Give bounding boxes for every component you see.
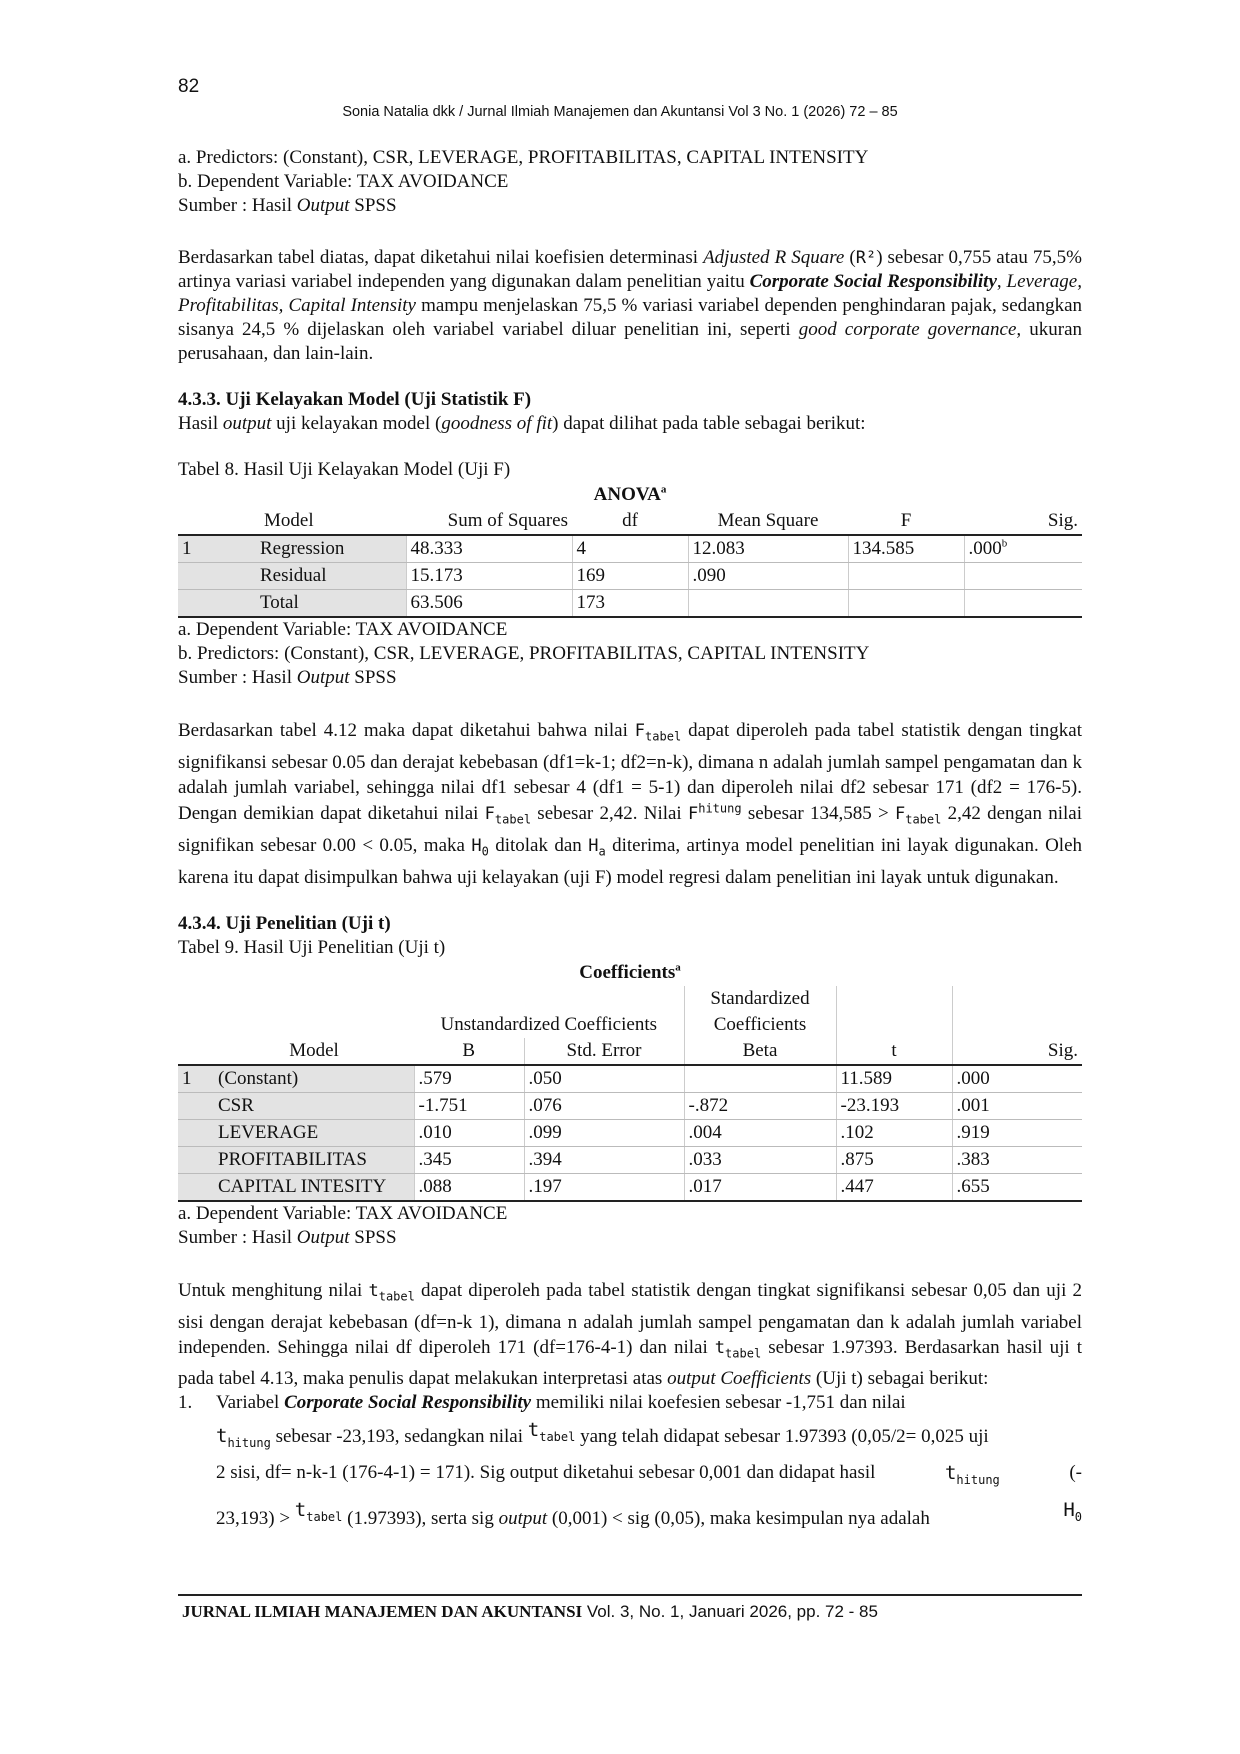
- cell-ss: 15.173: [406, 563, 572, 590]
- list-item-line-3: 2 sisi, df= n-k-1 (176-4-1) = 171). Sig output diketahui sebesar 0,001 dan didapat hasil $t_{hitung}$ (-: [216, 1461, 1082, 1487]
- cell-df: 4: [572, 535, 688, 563]
- anova-source: Sumber : Hasil Output SPSS: [178, 667, 397, 688]
- t-tabel-symbol: $t_{tabel}$: [368, 1281, 415, 1304]
- table-row: [178, 563, 1082, 590]
- list-item-line-2: $t_{hitung}$ sebesar -23,193, sedangkan nilai $t_{tabel}$ yang telah didapat sebesar 1.97393 (0,05/2= 0,025 uji: [216, 1418, 989, 1450]
- row-label: CAPITAL INTESITY: [214, 1174, 414, 1202]
- col-coefficients: Coefficients: [684, 1012, 836, 1038]
- cell-se: .099: [524, 1120, 684, 1147]
- cell-f: 134.585: [848, 535, 964, 563]
- cell-t: 11.589: [836, 1065, 952, 1093]
- anova-note-b: b. Predictors: (Constant), CSR, LEVERAGE, PROFITABILITAS, CAPITAL INTENSITY: [178, 643, 870, 664]
- col-model: Model: [214, 1038, 414, 1065]
- dependent-note: b. Dependent Variable: TAX AVOIDANCE: [178, 171, 509, 192]
- row-label: Regression: [256, 535, 406, 563]
- col-b: B: [414, 1038, 524, 1065]
- cell-t: .102: [836, 1120, 952, 1147]
- table-row: [178, 535, 1082, 563]
- table-9-caption: Tabel 9. Hasil Uji Penelitian (Uji t): [178, 937, 446, 959]
- cell-sig: .655: [952, 1174, 1082, 1202]
- cell-ms: [688, 590, 848, 618]
- coefficients-note-a: a. Dependent Variable: TAX AVOIDANCE: [178, 1203, 508, 1225]
- cell-t: -23.193: [836, 1093, 952, 1120]
- cell-b: .345: [414, 1147, 524, 1174]
- row-label: Residual: [256, 563, 406, 590]
- list-item-line-4: $23,193) > t_{tabel}$ (1.97393), serta sig output (0,001) < sig (0,05), maka kesimpulan nya adalah $H_0$: [216, 1498, 1082, 1529]
- cell-t: .875: [836, 1147, 952, 1174]
- list-item: [178, 1391, 1082, 1534]
- row-label: (Constant): [214, 1065, 414, 1093]
- cell-se: .394: [524, 1147, 684, 1174]
- table-row: [178, 1093, 1082, 1120]
- ha-symbol: $H_a$: [588, 835, 606, 859]
- col-std-error: Std. Error: [524, 1038, 684, 1065]
- model-number: 1: [178, 1065, 214, 1093]
- cell-sig: .001: [952, 1093, 1082, 1120]
- list-number: 1.: [178, 1391, 193, 1413]
- f-tabel-symbol: $F_{tabel}$: [634, 721, 682, 744]
- journal-footer: JURNAL ILMIAH MANAJEMEN DAN AKUNTANSI Vol. 3, No. 1, Januari 2026, pp. 72 - 85: [182, 1602, 878, 1621]
- h0-symbol: $H_0$: [471, 835, 489, 859]
- cell-t: .447: [836, 1174, 952, 1202]
- t-test-paragraph: Untuk menghitung nilai $t_{tabel}$ dapat diperoleh pada tabel statistik dengan tingkat signifikansi sebesar 0,05 dan uji 2 sisi dengan derajat kebebasan (df=n-k 1), dimana n adalah jumlah sampel pengamatan dan k adalah jumlah variabel independen. Sehingga nilai df diperoleh 171 (df=176-4-1) dan nilai $t_{tabel}$ sebesar 1.97393. Berdasarkan hasil uji t pada tabel 4.13, maka penulis dapat melakukan interpretasi atas output Coefficients (Uji t) sebagai berikut:: [178, 1280, 1082, 1389]
- running-header: Sonia Natalia dkk / Jurnal Ilmiah Manajemen dan Akuntansi Vol 3 No. 1 (2026) 72 – 85: [342, 104, 898, 120]
- cell-se: .076: [524, 1093, 684, 1120]
- row-label: PROFITABILITAS: [214, 1147, 414, 1174]
- cell-b: .579: [414, 1065, 524, 1093]
- col-df: df: [572, 508, 688, 535]
- col-standardized: Standardized: [684, 986, 836, 1012]
- cell-f: [848, 563, 964, 590]
- table-row: [178, 1065, 1082, 1093]
- cell-sig: [964, 563, 1082, 590]
- anova-title: ANOVA$^a$: [593, 483, 667, 505]
- section-heading-433: 4.3.3. Uji Kelayakan Model (Uji Statistik F): [178, 389, 532, 410]
- row-label: CSR: [214, 1093, 414, 1120]
- cell-sig: .919: [952, 1120, 1082, 1147]
- list-item-line-1: Variabel Corporate Social Responsibility memiliki nilai koefesien sebesar -1,751 dan nilai: [216, 1391, 906, 1413]
- cell-b: .010: [414, 1120, 524, 1147]
- cell-beta: .017: [684, 1174, 836, 1202]
- footer-divider: [178, 1594, 1082, 1596]
- cell-b: .088: [414, 1174, 524, 1202]
- cell-se: .050: [524, 1065, 684, 1093]
- cell-ss: 48.333: [406, 535, 572, 563]
- page-content: [178, 146, 1082, 1534]
- table-row: [178, 590, 1082, 618]
- col-unstandardized: Unstandardized Coefficients: [440, 1014, 657, 1036]
- row-label: LEVERAGE: [214, 1120, 414, 1147]
- coefficients-source: Sumber : Hasil Output SPSS: [178, 1227, 397, 1249]
- cell-beta: [684, 1065, 836, 1093]
- col-sig: Sig.: [952, 1038, 1082, 1065]
- cell-f: [848, 590, 964, 618]
- cell-ss: 63.506: [406, 590, 572, 618]
- col-sig: Sig.: [964, 508, 1082, 535]
- anova-table: [178, 482, 1082, 618]
- cell-sig: [964, 590, 1082, 618]
- table-row: [178, 1120, 1082, 1147]
- adjusted-r-square-paragraph: Berdasarkan tabel diatas, dapat diketahui nilai koefisien determinasi Adjusted R Square (R²) sebesar 0,755 atau 75,5% artinya variasi variabel independen yang digunakan dalam penelitian yaitu Corporate Social Responsibility, Leverage, Profitabilitas, Capital Intensity mampu menjelaskan 75,5 % variasi variabel dependen penghindaran pajak, sedangkan sisanya 24,5 % dijelaskan oleh variabel variabel diluar penelitian ini, seperti good corporate governance, ukuran perusahaan, dan lain-lain.: [178, 247, 1083, 364]
- section-433-intro: Hasil output uji kelayakan model (goodness of fit) dapat dilihat pada table sebagai berikut:: [178, 413, 866, 434]
- col-mean-square: Mean Square: [688, 508, 848, 535]
- cell-beta: -.872: [684, 1093, 836, 1120]
- cell-ms: 12.083: [688, 535, 848, 563]
- table-row: [178, 1147, 1082, 1174]
- col-sum-of-squares: Sum of Squares: [406, 508, 572, 535]
- cell-se: .197: [524, 1174, 684, 1202]
- cell-ms: .090: [688, 563, 848, 590]
- cell-b: -1.751: [414, 1093, 524, 1120]
- col-t: t: [836, 1038, 952, 1065]
- table-row: [178, 1174, 1082, 1202]
- coefficients-table: [178, 960, 1082, 1202]
- page-number: 82: [178, 76, 200, 97]
- cell-df: 173: [572, 590, 688, 618]
- f-hitung-symbol: $F^{hitung}$: [687, 801, 742, 824]
- col-beta: Beta: [684, 1038, 836, 1065]
- cell-sig: .000: [952, 1065, 1082, 1093]
- row-label: Total: [256, 590, 406, 618]
- coefficients-title: Coefficients$^a$: [579, 961, 681, 984]
- table-8-caption: Tabel 8. Hasil Uji Kelayakan Model (Uji F): [178, 459, 511, 480]
- col-model: Model: [256, 508, 406, 535]
- f-test-paragraph: Berdasarkan tabel 4.12 maka dapat diketahui bahwa nilai $F_{tabel}$ dapat diperoleh pada tabel statistik dengan tingkat signifikansi sebesar 0.05 dan derajat kebebasan (df1=k-1; df2=n-k), dimana n adalah jumlah sampel pengamatan dan k adalah jumlah variabel, sehingga nilai df1 sebesar 4 (df1 = 5-1) dan diperoleh nilai df2 sebesar 171 (df2 = 176-5). Dengan demikian dapat diketahui nilai $F_{tabel}$ sebesar 2,42. Nilai $F^{hitung}$ sebesar $134,585 > F_{tabel}$ 2,42 dengan nilai signifikan sebesar 0.00 < 0.05, maka $H_0$ ditolak dan $H_a$ diterima, artinya model penelitian ini layak digunakan. Oleh karena itu dapat disimpulkan bahwa uji kelayakan (uji F) model regresi dalam penelitian ini layak untuk digunakan.: [178, 720, 1083, 888]
- cell-sig: .000$^b$: [964, 535, 1082, 563]
- predictors-note: a. Predictors: (Constant), CSR, LEVERAGE, PROFITABILITAS, CAPITAL INTENSITY: [178, 147, 869, 168]
- cell-beta: .004: [684, 1120, 836, 1147]
- section-heading-434: 4.3.4. Uji Penelitian (Uji t): [178, 913, 391, 935]
- cell-df: 169: [572, 563, 688, 590]
- source-note: Sumber : Hasil Output SPSS: [178, 195, 397, 216]
- cell-sig: .383: [952, 1147, 1082, 1174]
- anova-note-a: a. Dependent Variable: TAX AVOIDANCE: [178, 619, 508, 640]
- col-f: F: [848, 508, 964, 535]
- model-number: 1: [178, 535, 256, 563]
- cell-beta: .033: [684, 1147, 836, 1174]
